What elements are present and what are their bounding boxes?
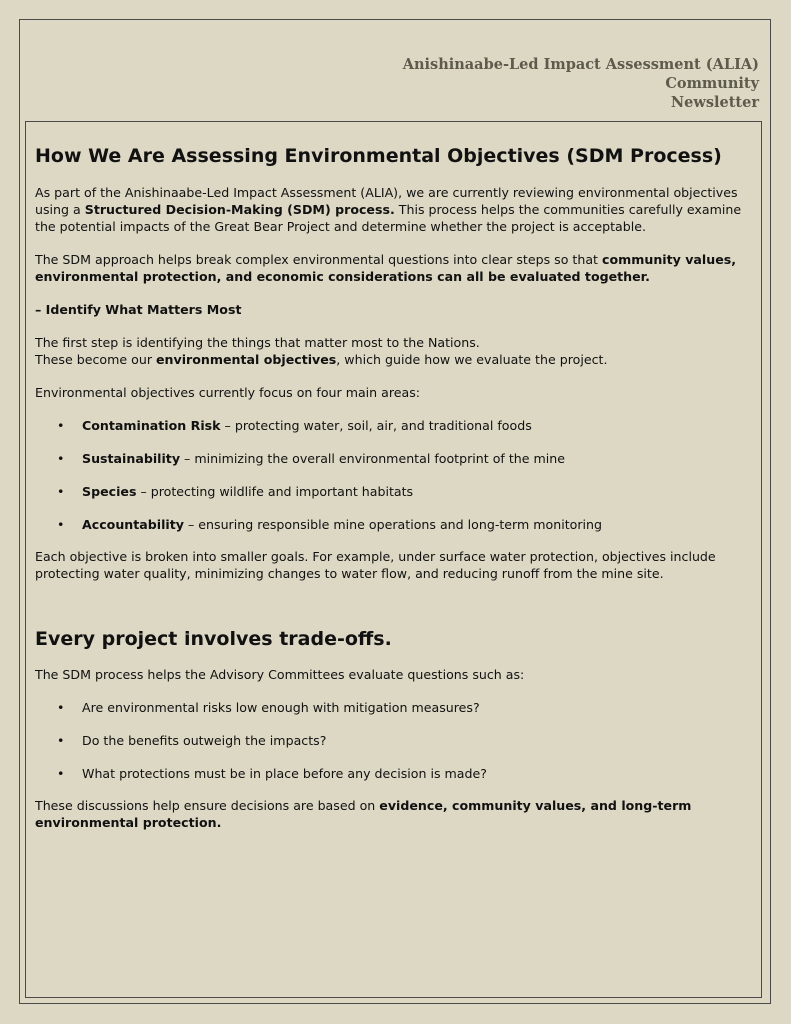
list-item: • Sustainability – minimizing the overall environmental footprint of the mine xyxy=(57,451,566,466)
tradeoffs-intro: The SDM process helps the Advisory Committees evaluate questions such as: xyxy=(35,667,525,682)
newsletter-title-line2: Newsletter xyxy=(670,94,759,111)
objectives-example-paragraph: Each objective is broken into smaller goals. For example, under surface water protection, objectives include protecting water quality, minimizing changes to water flow, and reducing runoff from the mine site. xyxy=(35,549,716,581)
focus-areas-intro: Environmental objectives currently focus on four main areas: xyxy=(35,385,421,400)
bullet-icon: • xyxy=(57,484,65,499)
bullet-icon: • xyxy=(57,733,65,748)
focus-areas-list xyxy=(35,417,755,533)
decision-basis: evidence, community values, and long-term environmental protection. xyxy=(35,798,692,830)
article-content xyxy=(35,143,755,831)
list-item: • What protections must be in place before any decision is made? xyxy=(57,766,487,781)
list-item: • Accountability – ensuring responsible mine operations and long-term monitoring xyxy=(57,517,603,532)
newsletter-title xyxy=(339,55,759,112)
list-item: • Contamination Risk – protecting water, soil, air, and traditional foods xyxy=(57,418,532,433)
section1-heading: How We Are Assessing Environmental Objectives (SDM Process) xyxy=(35,145,722,167)
sdm-process-term: Structured Decision-Making (SDM) process. xyxy=(84,202,395,217)
questions-list xyxy=(35,699,755,782)
environmental-objectives-term: environmental objectives xyxy=(156,352,337,367)
evaluation-factors: community values, environmental protection, and economic considerations can all be evaluated together. xyxy=(35,252,737,284)
first-step-paragraph: The first step is identifying the things that matter most to the Nations. These become our environmental objectives, which guide how we evaluate the project. xyxy=(35,335,608,367)
list-item: • Are environmental risks low enough with mitigation measures? xyxy=(57,700,480,715)
bullet-icon: • xyxy=(57,418,65,433)
section2-heading: Every project involves trade-offs. xyxy=(35,628,392,650)
conclusion-paragraph: These discussions help ensure decisions are based on evidence, community values, and long-term environmental protection. xyxy=(35,798,692,830)
bullet-icon: • xyxy=(57,451,65,466)
bullet-icon: • xyxy=(57,766,65,781)
bullet-icon: • xyxy=(57,517,65,532)
list-item: • Do the benefits outweigh the impacts? xyxy=(57,733,327,748)
newsletter-title-line1: Anishinaabe-Led Impact Assessment (ALIA) Community xyxy=(402,56,759,92)
sdm-approach-paragraph: The SDM approach helps break complex environmental questions into clear steps so that community values, environmental protection, and economic considerations can all be evaluated together. xyxy=(35,252,737,284)
bullet-icon: • xyxy=(57,700,65,715)
list-item: • Species – protecting wildlife and important habitats xyxy=(57,484,414,499)
intro-paragraph: As part of the Anishinaabe-Led Impact Assessment (ALIA), we are currently reviewing environmental objectives using a Structured Decision-Making (SDM) process. This process helps the communities carefully examine the potential impacts of the Great Bear Project and determine whether the project is acceptable. xyxy=(35,185,742,234)
step-subheading: – Identify What Matters Most xyxy=(35,302,242,317)
